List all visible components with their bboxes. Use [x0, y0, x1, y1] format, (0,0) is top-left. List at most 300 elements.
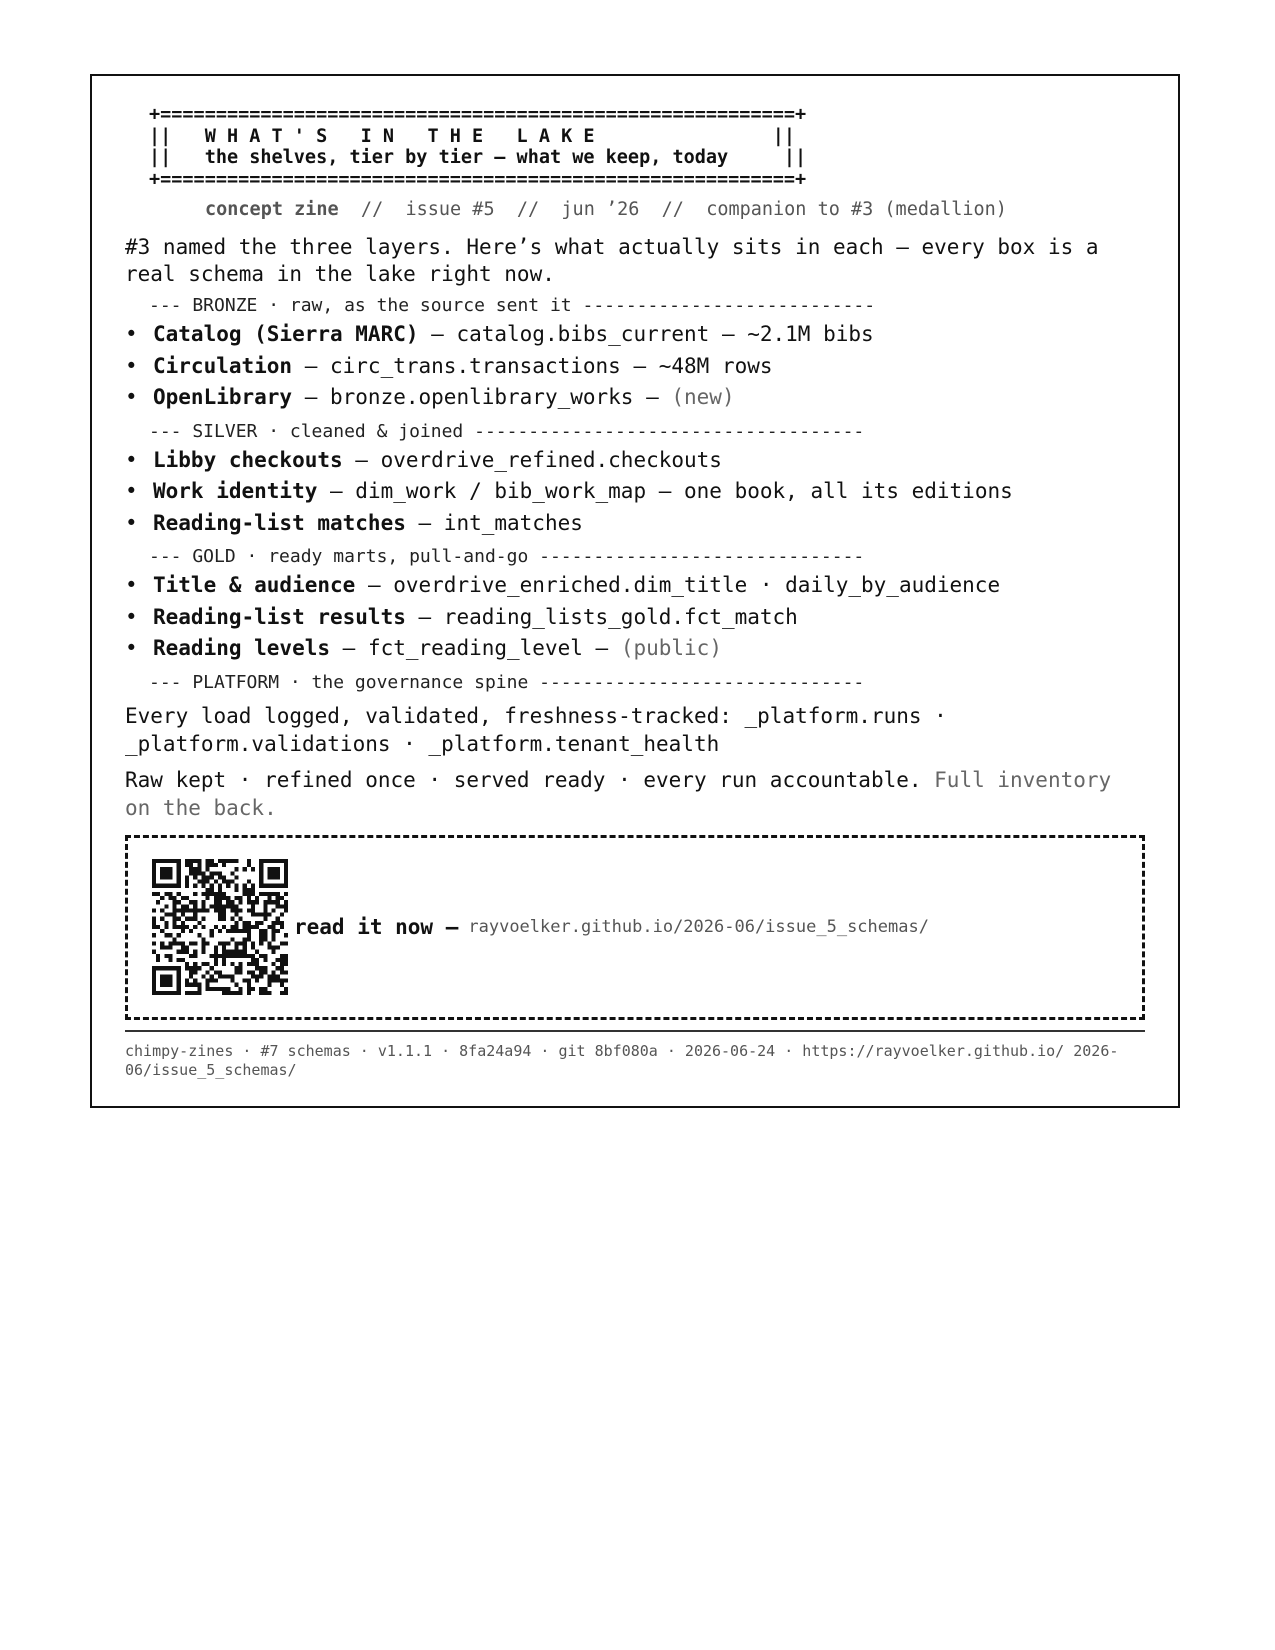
qr-module: [210, 966, 214, 970]
qr-module: [263, 966, 267, 970]
qr-module: [152, 921, 156, 925]
qr-module: [230, 979, 234, 983]
qr-module: [218, 987, 222, 991]
qr-module: [230, 859, 234, 863]
qr-module: [234, 970, 238, 974]
qr-module: [239, 962, 243, 966]
list-item: [125, 570, 1145, 602]
qr-module: [255, 966, 259, 970]
qr-module: [173, 900, 177, 904]
qr-module: [251, 867, 255, 871]
qr-module: [263, 929, 267, 933]
qr-module: [197, 863, 201, 867]
qr-module: [197, 921, 201, 925]
qr-module: [160, 875, 164, 879]
qr-module: [177, 867, 181, 871]
qr-module: [243, 892, 247, 896]
qr-module: [280, 941, 284, 945]
qr-module: [247, 900, 251, 904]
qr-module: [168, 867, 172, 871]
qr-module: [239, 929, 243, 933]
qr-module: [152, 991, 156, 995]
qr-module: [272, 979, 276, 983]
qr-module: [197, 908, 201, 912]
qr-module: [156, 859, 160, 863]
qr-module: [251, 925, 255, 929]
qr-module: [255, 900, 259, 904]
qr-module: [185, 863, 189, 867]
qr-module: [230, 917, 234, 921]
qr-module: [185, 962, 189, 966]
qr-module: [210, 888, 214, 892]
qr-module: [230, 954, 234, 958]
qr-module: [247, 929, 251, 933]
qr-module: [222, 913, 226, 917]
qr-module: [284, 954, 288, 958]
qr-module: [189, 983, 193, 987]
qr-module: [280, 970, 284, 974]
qr-module: [251, 970, 255, 974]
qr-module: [185, 946, 189, 950]
qr-module: [259, 871, 263, 875]
qr-module: [272, 937, 276, 941]
qr-module: [168, 954, 172, 958]
qr-module: [193, 979, 197, 983]
qr-module: [276, 917, 280, 921]
qr-module: [272, 925, 276, 929]
qr-module: [193, 892, 197, 896]
qr-module: [239, 896, 243, 900]
qr-module: [177, 900, 181, 904]
item-name: Catalog (Sierra MARC): [153, 322, 419, 346]
qr-module: [210, 871, 214, 875]
qr-module: [164, 892, 168, 896]
qr-module: [272, 970, 276, 974]
qr-module: [177, 863, 181, 867]
qr-module: [259, 929, 263, 933]
qr-module: [263, 970, 267, 974]
qr-module: [243, 888, 247, 892]
qr-module: [222, 925, 226, 929]
qr-module: [197, 966, 201, 970]
qr-module: [234, 921, 238, 925]
qr-module: [234, 983, 238, 987]
qr-module: [193, 925, 197, 929]
qr-module: [243, 979, 247, 983]
qr-module: [206, 908, 210, 912]
qr-module: [193, 966, 197, 970]
qr-module: [177, 871, 181, 875]
qr-module: [222, 962, 226, 966]
qr-module: [197, 933, 201, 937]
qr-module: [164, 871, 168, 875]
qr-module: [239, 950, 243, 954]
qr-module: [222, 946, 226, 950]
item-name: Title & audience: [153, 573, 356, 597]
qr-module: [160, 991, 164, 995]
qr-module: [193, 962, 197, 966]
qr-module: [177, 966, 181, 970]
qr-module: [284, 867, 288, 871]
qr-module: [201, 908, 205, 912]
qr-module: [214, 880, 218, 884]
qr-module: [185, 859, 189, 863]
qr-module: [276, 884, 280, 888]
qr-module: [168, 884, 172, 888]
qr-module: [272, 946, 276, 950]
qr-module: [214, 979, 218, 983]
qr-module: [239, 941, 243, 945]
qr-module: [272, 933, 276, 937]
qr-module: [251, 904, 255, 908]
qr-module: [197, 871, 201, 875]
qr-module: [251, 884, 255, 888]
qr-module: [201, 946, 205, 950]
qr-module: [276, 921, 280, 925]
qr-module: [218, 970, 222, 974]
qr-module: [247, 962, 251, 966]
qr-module: [152, 970, 156, 974]
qr-module: [284, 979, 288, 983]
qr-module: [247, 859, 251, 863]
qr-module: [276, 974, 280, 978]
qr-module: [259, 933, 263, 937]
qr-module: [280, 983, 284, 987]
qr-module: [201, 904, 205, 908]
qr-module: [284, 933, 288, 937]
item-detail: — fct_reading_level —: [330, 636, 621, 660]
qr-code-icon[interactable]: [152, 859, 288, 995]
qr-module: [259, 867, 263, 871]
qr-module: [185, 925, 189, 929]
qr-module: [160, 871, 164, 875]
qr-dash: —: [433, 915, 459, 939]
qr-module: [218, 913, 222, 917]
qr-module: [255, 979, 259, 983]
qr-module: [276, 946, 280, 950]
qr-module: [267, 867, 271, 871]
list-item: [125, 508, 1145, 540]
qr-module: [206, 983, 210, 987]
qr-module: [239, 966, 243, 970]
qr-module: [181, 913, 185, 917]
qr-module: [168, 979, 172, 983]
qr-module: [173, 917, 177, 921]
bullet-icon: •: [125, 510, 138, 535]
bullet-icon: •: [125, 385, 138, 409]
qr-module: [152, 933, 156, 937]
qr-module: [259, 941, 263, 945]
qr-module: [218, 929, 222, 933]
qr-module: [222, 987, 226, 991]
qr-module: [259, 974, 263, 978]
qr-module: [259, 913, 263, 917]
qr-module: [226, 974, 230, 978]
qr-url-link[interactable]: rayvoelker.github.io/2026-06/issue_5_schemas/: [468, 917, 929, 937]
qr-module: [168, 991, 172, 995]
qr-module: [214, 871, 218, 875]
qr-module: [168, 966, 172, 970]
qr-module: [197, 983, 201, 987]
qr-module: [164, 913, 168, 917]
qr-module: [164, 991, 168, 995]
qr-module: [247, 921, 251, 925]
qr-module: [185, 966, 189, 970]
qr-module: [160, 966, 164, 970]
qr-module: [189, 908, 193, 912]
qr-module: [239, 970, 243, 974]
qr-module: [210, 875, 214, 879]
qr-module: [251, 974, 255, 978]
qr-module: [206, 880, 210, 884]
qr-module: [206, 970, 210, 974]
tier-list-bronze: [125, 319, 1145, 414]
qr-module: [251, 913, 255, 917]
qr-module: [168, 859, 172, 863]
qr-module: [230, 991, 234, 995]
qr-module: [230, 950, 234, 954]
qr-module: [280, 896, 284, 900]
bullet-icon: •: [125, 447, 138, 472]
qr-module: [267, 859, 271, 863]
qr-module: [284, 904, 288, 908]
item-detail: — overdrive_enriched.dim_title · daily_by_audience: [355, 573, 1001, 597]
qr-module: [259, 970, 263, 974]
item-detail: — catalog.bibs_current — ~2.1M bibs: [418, 322, 874, 346]
qr-module: [247, 987, 251, 991]
qr-module: [168, 941, 172, 945]
qr-module: [222, 908, 226, 912]
qr-module: [255, 925, 259, 929]
qr-module: [214, 987, 218, 991]
qr-module: [189, 863, 193, 867]
qr-module: [185, 983, 189, 987]
qr-module: [272, 962, 276, 966]
qr-module: [284, 962, 288, 966]
qr-module: [177, 859, 181, 863]
qr-module: [284, 991, 288, 995]
item-name: Reading-list results: [153, 604, 406, 629]
qr-module: [234, 908, 238, 912]
qr-module: [222, 863, 226, 867]
qr-module: [234, 913, 238, 917]
qr-module: [272, 871, 276, 875]
qr-module: [168, 933, 172, 937]
tier-list-silver: [125, 445, 1145, 540]
qr-module: [259, 859, 263, 863]
qr-module: [164, 867, 168, 871]
item-name: Reading-list matches: [153, 510, 406, 535]
qr-module: [247, 954, 251, 958]
qr-module: [210, 929, 214, 933]
qr-module: [206, 863, 210, 867]
qr-module: [160, 908, 164, 912]
qr-module: [276, 904, 280, 908]
qr-module: [193, 917, 197, 921]
qr-module: [189, 970, 193, 974]
closing-line: [125, 766, 1145, 822]
qr-module: [206, 875, 210, 879]
qr-module: [218, 884, 222, 888]
qr-module: [247, 983, 251, 987]
qr-module: [267, 896, 271, 900]
read-now-label: read it now: [294, 915, 434, 939]
qr-module: [280, 884, 284, 888]
qr-module: [168, 946, 172, 950]
qr-module: [234, 929, 238, 933]
qr-module: [173, 925, 177, 929]
qr-module: [243, 921, 247, 925]
qr-module: [251, 908, 255, 912]
qr-module: [243, 884, 247, 888]
qr-module: [164, 875, 168, 879]
qr-module: [177, 983, 181, 987]
qr-module: [189, 871, 193, 875]
qr-module: [272, 974, 276, 978]
qr-module: [267, 974, 271, 978]
qr-module: [201, 875, 205, 879]
qr-module: [247, 892, 251, 896]
qr-module: [276, 875, 280, 879]
qr-module: [193, 991, 197, 995]
qr-module: [173, 896, 177, 900]
qr-module: [226, 904, 230, 908]
qr-module: [156, 900, 160, 904]
qr-module: [189, 991, 193, 995]
qr-module: [156, 954, 160, 958]
list-item: [125, 445, 1145, 477]
qr-module: [226, 941, 230, 945]
qr-module: [193, 941, 197, 945]
qr-module: [243, 925, 247, 929]
qr-module: [160, 929, 164, 933]
qr-module: [160, 917, 164, 921]
qr-module: [267, 871, 271, 875]
qr-module: [214, 892, 218, 896]
item-name: Reading levels: [153, 636, 331, 660]
qr-module: [276, 871, 280, 875]
qr-module: [255, 962, 259, 966]
intro-paragraph: #3 named the three layers. Here’s what actually sits in each — every box is a real schema in the lake right now.: [125, 235, 1099, 286]
qr-module: [263, 917, 267, 921]
qr-module: [173, 884, 177, 888]
list-item: [125, 602, 1145, 634]
qr-module: [152, 966, 156, 970]
qr-module: [230, 900, 234, 904]
qr-module: [259, 954, 263, 958]
qr-module: [164, 983, 168, 987]
qr-module: [193, 954, 197, 958]
qr-module: [214, 863, 218, 867]
qr-module: [263, 937, 267, 941]
colophon: chimpy-zines · #7 schemas · v1.1.1 · 8fa24a94 · git 8bf080a · 2026-06-24 · https://rayvoelker.github.io/ 2026-06/issue_5_schemas/: [125, 1030, 1145, 1080]
qr-module: [263, 933, 267, 937]
platform-description: Every load logged, validated, freshness-tracked: _platform.runs · _platform.validations · _platform.tenant_health: [125, 703, 947, 756]
qr-module: [168, 896, 172, 900]
qr-module: [251, 900, 255, 904]
item-detail: — int_matches: [405, 510, 583, 535]
qr-module: [152, 875, 156, 879]
qr-module: [218, 954, 222, 958]
qr-module: [247, 933, 251, 937]
qr-module: [164, 933, 168, 937]
qr-module: [226, 954, 230, 958]
qr-module: [173, 913, 177, 917]
qr-module: [201, 941, 205, 945]
qr-module: [168, 983, 172, 987]
qr-module: [222, 954, 226, 958]
qr-module: [185, 950, 189, 954]
qr-module: [243, 937, 247, 941]
qr-module: [210, 954, 214, 958]
qr-module: [243, 950, 247, 954]
item-name: Circulation: [153, 353, 293, 378]
qr-module: [181, 929, 185, 933]
qr-module: [251, 946, 255, 950]
qr-module: [247, 880, 251, 884]
qr-module: [267, 875, 271, 879]
qr-module: [181, 958, 185, 962]
bullet-icon: •: [125, 604, 138, 629]
qr-module: [263, 908, 267, 912]
tier-heading-platform: --- PLATFORM · the governance spine ------------------------------: [149, 671, 865, 693]
item-name: Libby checkouts: [153, 447, 343, 472]
qr-module: [177, 892, 181, 896]
qr-module: [206, 888, 210, 892]
qr-module: [201, 880, 205, 884]
qr-module: [284, 958, 288, 962]
qr-module: [226, 900, 230, 904]
qr-module: [214, 946, 218, 950]
qr-module: [168, 875, 172, 879]
qr-module: [247, 908, 251, 912]
qr-module: [259, 966, 263, 970]
qr-module: [267, 900, 271, 904]
qr-module: [173, 937, 177, 941]
qr-module: [276, 859, 280, 863]
qr-module: [218, 974, 222, 978]
qr-module: [177, 979, 181, 983]
item-detail: — circ_trans.transactions — ~48M rows: [292, 353, 773, 378]
qr-module: [160, 983, 164, 987]
qr-module: [247, 863, 251, 867]
qr-module: [259, 880, 263, 884]
qr-module: [214, 900, 218, 904]
qr-module: [247, 896, 251, 900]
qr-module: [177, 925, 181, 929]
qr-module: [189, 859, 193, 863]
qr-module: [251, 962, 255, 966]
qr-module: [259, 987, 263, 991]
qr-module: [193, 908, 197, 912]
zine-page: [90, 74, 1180, 1108]
qr-module: [193, 867, 197, 871]
qr-module: [234, 875, 238, 879]
qr-module: [267, 892, 271, 896]
qr-module: [193, 950, 197, 954]
qr-module: [276, 892, 280, 896]
qr-module: [152, 917, 156, 921]
qr-module: [267, 979, 271, 983]
qr-module: [156, 925, 160, 929]
tier-heading-gold: --- GOLD · ready marts, pull-and-go ------------------------------: [149, 546, 865, 567]
qr-module: [284, 900, 288, 904]
qr-module: [247, 970, 251, 974]
qr-module: [255, 896, 259, 900]
qr-module: [173, 904, 177, 908]
qr-module: [226, 884, 230, 888]
tier-heading-silver: --- SILVER · cleaned & joined ------------------------------------: [149, 420, 865, 442]
